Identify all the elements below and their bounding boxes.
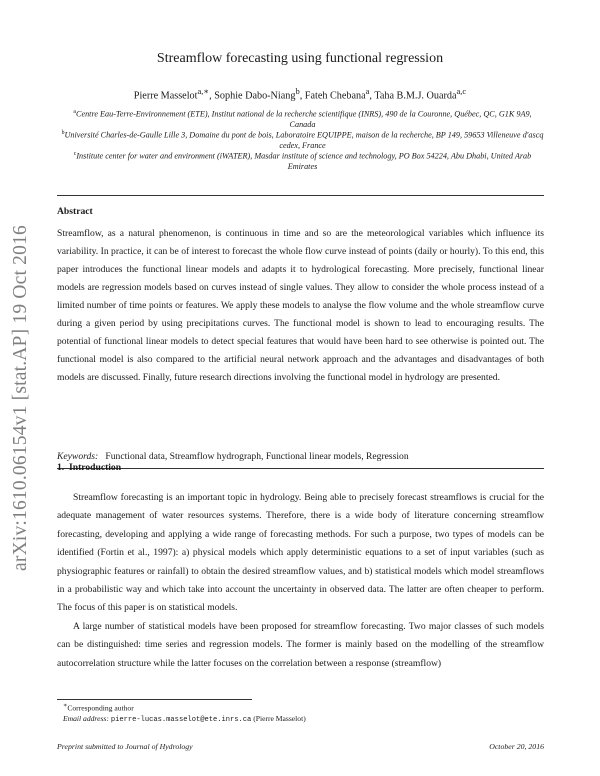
section-heading [57,462,121,473]
affiliation-text: Centre Eau-Terre-Environnement (ETE), Institut national de la recherche scientifique (INRS), 490 de la Couronne, Québec, QC, G1K 9A9, Canada [75,109,532,130]
footnote-rule [57,699,252,700]
paper-title: Streamflow forecasting using functional regression [156,51,444,66]
footnote-mark: ∗ [63,702,68,709]
email-owner: (Pierre Masselot) [253,713,306,723]
section-title: Introduction [69,462,122,473]
section-number: 1. [57,462,65,473]
affiliation [60,149,545,173]
affiliation-text: Institute center for water and environment (iWATER), Masdar institute of science and technology, PO Box 54224, Abu Dhabi, United Arab Emirates [76,151,532,172]
footnote [63,701,306,725]
author-list: Pierre Masselot$^{a,∗}$, Sophie Dabo-Niang$^b$, Fateh Chebana$^a$, Taha B.M.J. Ouarda$^{a,c}$ [133,86,467,102]
paragraph: A large number of statistical models have been proposed for streamflow forecasting. Two major classes of such models can be distinguished: time series and regression models. The former is mainly based on the modelling of the streamflow autocorrelation structure while the latter focuses on the correlation between a response (streamflow) [57,620,544,669]
affiliation-mark: b [61,130,65,136]
paragraph: Streamflow forecasting is an important topic in hydrology. Being able to precisely forecast streamflows is crucial for the adequate management of water resources systems. Therefore, there is a wide body of literature concerning streamflow forecasting, developing and applying a wide range of forecasting methods. For such a purpose, two types of models can be identified (Fortin et al., 1997): a) physical models which apply deterministic equations to a set of input variables (such as physiographic features or rainfall) to obtain the desired streamflow values, and b) statistical models which model streamflows in a probabilistic way and which take into account the uncertainty in observed data. The latter are often cheaper to perform. The focus of this paper is on statistical models. [57,492,544,614]
affiliation-mark: a [73,109,76,115]
author-name: Fateh Chebana [304,90,366,102]
preprint-note: Preprint submitted to Journal of Hydrology [57,742,193,751]
author-name: Sophie Dabo-Niang [214,90,296,102]
arxiv-stamp-text: arXiv:1610.06154v1 [stat.AP] 19 Oct 2016 [10,225,31,571]
author-marks: a,∗ [197,86,210,96]
keywords-label: Keywords: [57,451,99,462]
author-marks: a,c [456,86,467,96]
author-marks: a [365,86,370,96]
email-address[interactable]: pierre-lucas.masselot@ete.inrs.ca [110,715,252,724]
affiliation-mark: c [73,151,77,157]
preprint-date: October 20, 2016 [489,742,544,751]
keywords-text: Functional data, Streamflow hydrograph, Functional linear models, Regression [105,451,409,462]
abstract-heading: Abstract [57,206,93,217]
email-label: Email address: [63,713,109,723]
footnote-corresponding: Corresponding author [67,703,134,713]
abstract-body: Streamflow, as a natural phenomenon, is continuous in time and so are the meteorological variables which influence its variability. In practice, it can be of interest to forecast the whole flow curve instead of points (daily or hourly). To this end, this paper introduces the functional linear models and adapts it to hydrological forecasting. More precisely, functional linear models are regression models based on curves instead of single values. They allow to consider the whole process instead of a limited number of time points or features. We apply these models to analyse the flow volume and the whole streamflow curve during a given period by using precipitations curves. The functional model is shown to lead to encouraging results. The potential of functional linear models to detect special features that would have been hard to see otherwise is pointed out. The functional model is also compared to the artificial neural network approach and the advantages and disadvantages of both models are discussed. Finally, future research directions involving the functional model in hydrology are presented. [57,228,544,383]
abstract-top-rule [57,195,544,196]
author-marks: b [295,86,300,96]
abstract-bottom-rule [57,468,544,469]
author-name: Taha B.M.J. Ouarda [374,90,457,102]
arxiv-stamp [7,208,35,588]
introduction-body [57,489,544,673]
affiliation-text: Université Charles-de-Gaulle Lille 3, Domaine du pont de bois, Laboratoire EQUIPPE, maison de la recherche, BP 149, 59653 Villeneuve d'ascq cedex, France [64,130,544,151]
keywords [57,451,544,462]
author-name: Pierre Masselot [133,90,198,102]
